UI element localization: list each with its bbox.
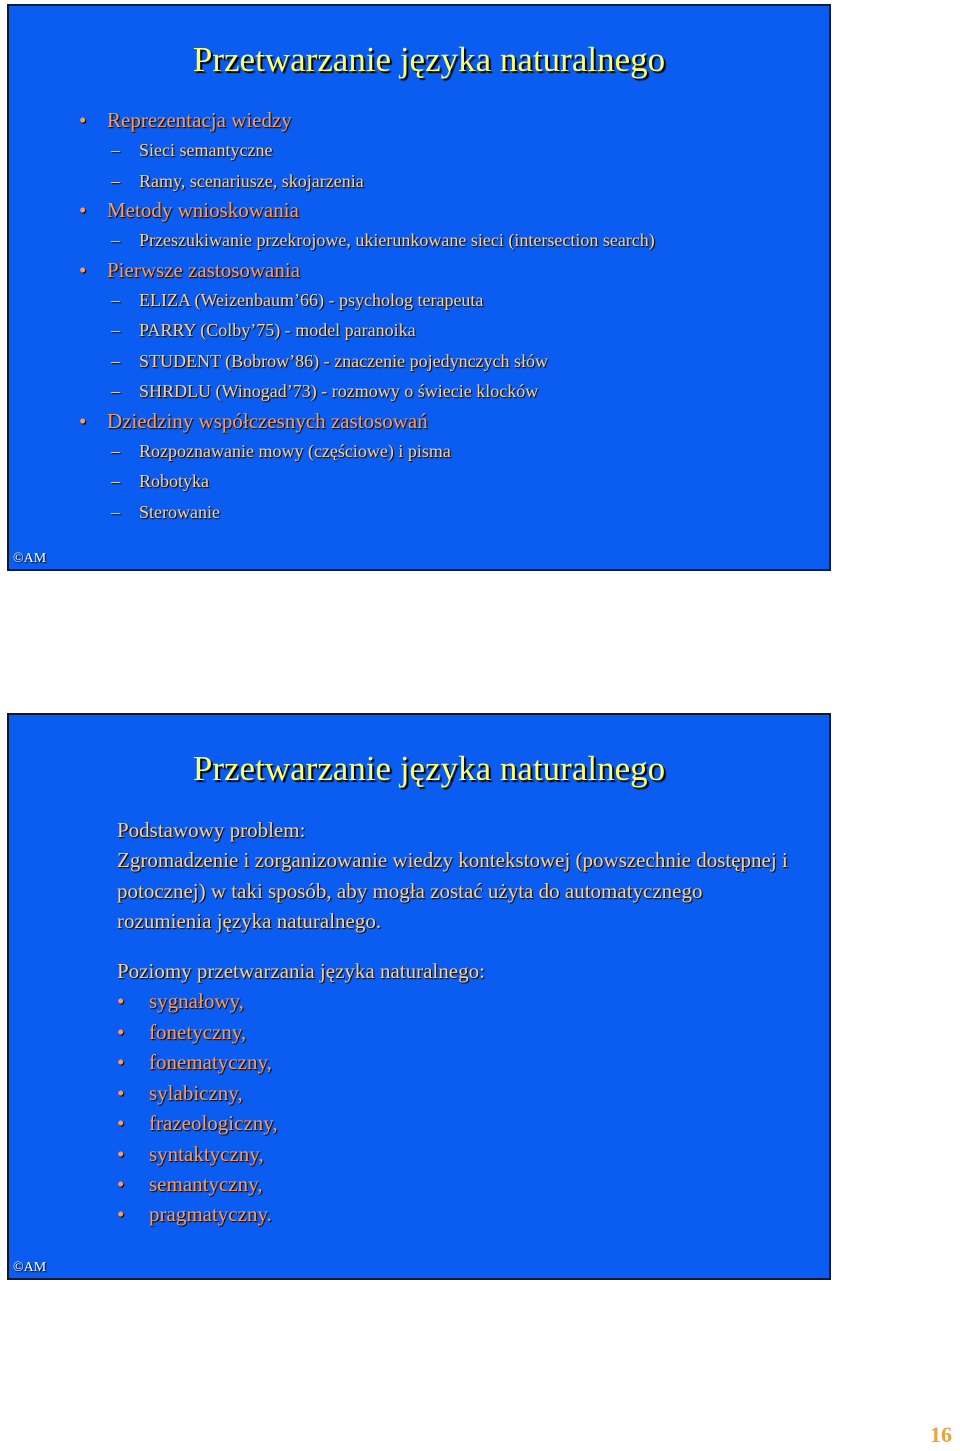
slide-2-title: Przetwarzanie języka naturalnego — [192, 749, 666, 788]
slide-1-outline — [79, 106, 655, 527]
section-heading: • Reprezentacja wiedzy — [79, 106, 655, 135]
slide-1 — [7, 4, 831, 571]
section-item: – STUDENT (Bobrow’86) - znaczenie pojedynczych słów — [79, 346, 655, 377]
section-item: – Rozpoznawanie mowy (częściowe) i pisma — [79, 436, 655, 467]
level-item: • syntaktyczny, — [117, 1139, 797, 1169]
level-item: • sylabiczny, — [117, 1078, 797, 1108]
level-item: • pragmatyczny. — [117, 1199, 797, 1229]
slide-1-title: Przetwarzanie języka naturalnego — [192, 40, 666, 79]
copyright-label: ©AM — [13, 551, 47, 566]
level-item: • sygnałowy, — [117, 986, 797, 1016]
section-item: – ELIZA (Weizenbaum’66) - psycholog terapeuta — [79, 285, 655, 316]
page-number: 16 — [930, 1422, 952, 1447]
section-item: – Robotyka — [79, 466, 655, 497]
problem-text: Zgromadzenie i zorganizowanie wiedzy kontekstowej (powszechnie dostępnej i potocznej) w taki sposób, aby mogła zostać użyta do automatycznego rozumienia języka naturalnego. — [117, 848, 788, 933]
level-item: • fonematyczny, — [117, 1047, 797, 1077]
section-item: – Ramy, scenariusze, skojarzenia — [79, 166, 655, 197]
problem-label: Podstawowy problem: — [117, 818, 306, 842]
levels-list — [117, 986, 797, 1229]
level-item: • fonetyczny, — [117, 1017, 797, 1047]
slide-2-body — [117, 815, 797, 1230]
section-item: – Przeszukiwanie przekrojowe, ukierunkowane sieci (intersection search) — [79, 225, 655, 256]
section-item: – Sterowanie — [79, 497, 655, 528]
section-heading: • Dziedziny współczesnych zastosowań — [79, 407, 655, 436]
slide-2 — [7, 713, 831, 1280]
levels-label: Poziomy przetwarzania języka naturalnego: — [117, 959, 485, 984]
level-item: • semantyczny, — [117, 1169, 797, 1199]
level-item: • frazeologiczny, — [117, 1108, 797, 1138]
section-item: – SHRDLU (Winogad’73) - rozmowy o świecie klocków — [79, 376, 655, 407]
section-heading: • Pierwsze zastosowania — [79, 256, 655, 285]
section-item: – Sieci semantyczne — [79, 135, 655, 166]
copyright-label: ©AM — [13, 1260, 47, 1275]
section-heading: • Metody wnioskowania — [79, 196, 655, 225]
section-item: – PARRY (Colby’75) - model paranoika — [79, 315, 655, 346]
